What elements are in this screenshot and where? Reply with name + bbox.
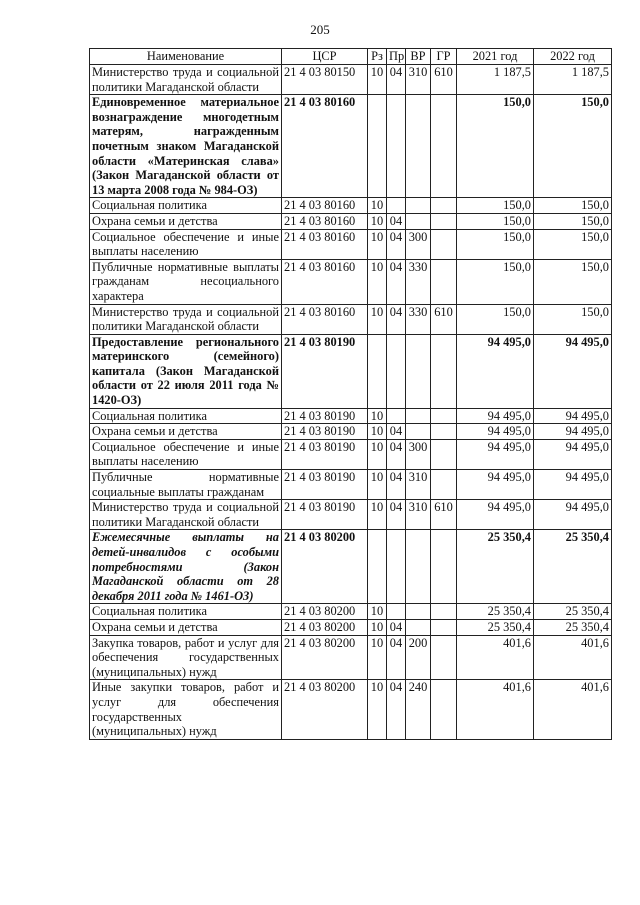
table-row bbox=[90, 439, 612, 469]
table-row bbox=[90, 213, 612, 229]
cell-name: Охрана семьи и детства bbox=[90, 424, 282, 440]
cell-2022: 94 495,0 bbox=[534, 470, 612, 500]
cell-vr: 300 bbox=[406, 439, 431, 469]
cell-gr bbox=[431, 408, 457, 424]
cell-vr bbox=[406, 530, 431, 604]
cell-rz: 10 bbox=[368, 680, 387, 739]
cell-2021: 94 495,0 bbox=[457, 500, 534, 530]
cell-csr: 21 4 03 80190 bbox=[282, 334, 368, 408]
cell-2021: 94 495,0 bbox=[457, 470, 534, 500]
table-row bbox=[90, 259, 612, 304]
cell-vr bbox=[406, 619, 431, 635]
cell-2022: 94 495,0 bbox=[534, 439, 612, 469]
cell-rz: 10 bbox=[368, 229, 387, 259]
cell-gr bbox=[431, 680, 457, 739]
cell-2022: 150,0 bbox=[534, 95, 612, 198]
cell-name: Министерство труда и социальной политики Магаданской области bbox=[90, 304, 282, 334]
cell-name: Охрана семьи и детства bbox=[90, 213, 282, 229]
cell-2021: 25 350,4 bbox=[457, 530, 534, 604]
cell-2021: 94 495,0 bbox=[457, 334, 534, 408]
cell-2022: 150,0 bbox=[534, 259, 612, 304]
cell-rz: 10 bbox=[368, 198, 387, 214]
cell-gr bbox=[431, 604, 457, 620]
cell-gr bbox=[431, 619, 457, 635]
cell-gr bbox=[431, 95, 457, 198]
cell-2022: 150,0 bbox=[534, 229, 612, 259]
cell-2021: 1 187,5 bbox=[457, 65, 534, 95]
table-row bbox=[90, 198, 612, 214]
table-header-row bbox=[90, 49, 612, 65]
cell-2022: 150,0 bbox=[534, 213, 612, 229]
cell-pr bbox=[387, 604, 406, 620]
cell-csr: 21 4 03 80160 bbox=[282, 259, 368, 304]
cell-2021: 25 350,4 bbox=[457, 619, 534, 635]
cell-name: Ежемесячные выплаты на детей-инвалидов с особыми потребностями (Закон Магаданской области от 28 декабря 2011 года № 1461-ОЗ) bbox=[90, 530, 282, 604]
cell-2021: 94 495,0 bbox=[457, 439, 534, 469]
cell-csr: 21 4 03 80190 bbox=[282, 408, 368, 424]
cell-gr bbox=[431, 229, 457, 259]
cell-gr bbox=[431, 424, 457, 440]
cell-rz bbox=[368, 530, 387, 604]
cell-2022: 94 495,0 bbox=[534, 334, 612, 408]
table-row bbox=[90, 334, 612, 408]
header-gr: ГР bbox=[431, 49, 457, 65]
cell-csr: 21 4 03 80160 bbox=[282, 213, 368, 229]
cell-2021: 150,0 bbox=[457, 95, 534, 198]
cell-2022: 1 187,5 bbox=[534, 65, 612, 95]
table-row bbox=[90, 424, 612, 440]
cell-pr: 04 bbox=[387, 680, 406, 739]
cell-vr: 330 bbox=[406, 259, 431, 304]
cell-csr: 21 4 03 80200 bbox=[282, 530, 368, 604]
cell-2021: 150,0 bbox=[457, 198, 534, 214]
cell-pr: 04 bbox=[387, 424, 406, 440]
cell-vr: 330 bbox=[406, 304, 431, 334]
cell-csr: 21 4 03 80190 bbox=[282, 439, 368, 469]
cell-name: Иные закупки товаров, работ и услуг для обеспечения государственных (муниципальных) нужд bbox=[90, 680, 282, 739]
table-row bbox=[90, 470, 612, 500]
cell-pr bbox=[387, 408, 406, 424]
cell-gr bbox=[431, 259, 457, 304]
cell-gr: 610 bbox=[431, 65, 457, 95]
cell-pr: 04 bbox=[387, 229, 406, 259]
table-row bbox=[90, 530, 612, 604]
cell-name: Охрана семьи и детства bbox=[90, 619, 282, 635]
cell-pr: 04 bbox=[387, 259, 406, 304]
cell-pr: 04 bbox=[387, 304, 406, 334]
cell-rz: 10 bbox=[368, 500, 387, 530]
cell-2021: 150,0 bbox=[457, 304, 534, 334]
cell-2022: 150,0 bbox=[534, 304, 612, 334]
cell-pr bbox=[387, 198, 406, 214]
cell-name: Министерство труда и социальной политики Магаданской области bbox=[90, 500, 282, 530]
cell-csr: 21 4 03 80200 bbox=[282, 680, 368, 739]
cell-vr bbox=[406, 424, 431, 440]
cell-csr: 21 4 03 80190 bbox=[282, 424, 368, 440]
cell-gr: 610 bbox=[431, 500, 457, 530]
table-row bbox=[90, 619, 612, 635]
cell-vr bbox=[406, 334, 431, 408]
cell-2021: 150,0 bbox=[457, 259, 534, 304]
cell-csr: 21 4 03 80150 bbox=[282, 65, 368, 95]
cell-csr: 21 4 03 80190 bbox=[282, 470, 368, 500]
cell-pr: 04 bbox=[387, 213, 406, 229]
table-row bbox=[90, 229, 612, 259]
cell-rz: 10 bbox=[368, 604, 387, 620]
header-2022: 2022 год bbox=[534, 49, 612, 65]
cell-rz: 10 bbox=[368, 470, 387, 500]
table-row bbox=[90, 680, 612, 739]
cell-name: Социальное обеспечение и иные выплаты населению bbox=[90, 439, 282, 469]
cell-pr: 04 bbox=[387, 439, 406, 469]
cell-2022: 150,0 bbox=[534, 198, 612, 214]
cell-pr: 04 bbox=[387, 65, 406, 95]
table-row bbox=[90, 635, 612, 680]
cell-gr bbox=[431, 635, 457, 680]
cell-rz: 10 bbox=[368, 259, 387, 304]
header-csr: ЦСР bbox=[282, 49, 368, 65]
cell-name: Министерство труда и социальной политики Магаданской области bbox=[90, 65, 282, 95]
cell-rz: 10 bbox=[368, 635, 387, 680]
cell-name: Публичные нормативные социальные выплаты гражданам bbox=[90, 470, 282, 500]
table-row bbox=[90, 408, 612, 424]
header-vr: ВР bbox=[406, 49, 431, 65]
cell-name: Предоставление регионального материнского (семейного) капитала (Закон Магаданской области от 22 июля 2011 года № 1420-ОЗ) bbox=[90, 334, 282, 408]
cell-rz: 10 bbox=[368, 424, 387, 440]
cell-gr: 610 bbox=[431, 304, 457, 334]
cell-gr bbox=[431, 439, 457, 469]
cell-pr: 04 bbox=[387, 500, 406, 530]
header-name: Наименование bbox=[90, 49, 282, 65]
page-number: 205 bbox=[310, 22, 330, 37]
cell-vr bbox=[406, 213, 431, 229]
table-row bbox=[90, 304, 612, 334]
cell-2022: 94 495,0 bbox=[534, 424, 612, 440]
header-pr: Пр bbox=[387, 49, 406, 65]
cell-2022: 94 495,0 bbox=[534, 500, 612, 530]
cell-rz bbox=[368, 95, 387, 198]
cell-2022: 25 350,4 bbox=[534, 530, 612, 604]
table-row bbox=[90, 500, 612, 530]
cell-name: Публичные нормативные выплаты гражданам несоциального характера bbox=[90, 259, 282, 304]
cell-rz: 10 bbox=[368, 439, 387, 469]
cell-2022: 25 350,4 bbox=[534, 604, 612, 620]
cell-vr bbox=[406, 198, 431, 214]
cell-csr: 21 4 03 80200 bbox=[282, 619, 368, 635]
cell-csr: 21 4 03 80160 bbox=[282, 95, 368, 198]
cell-name: Закупка товаров, работ и услуг для обеспечения государственных (муниципальных) нужд bbox=[90, 635, 282, 680]
cell-rz: 10 bbox=[368, 304, 387, 334]
cell-vr: 240 bbox=[406, 680, 431, 739]
cell-rz: 10 bbox=[368, 65, 387, 95]
cell-csr: 21 4 03 80160 bbox=[282, 198, 368, 214]
cell-pr bbox=[387, 334, 406, 408]
cell-pr: 04 bbox=[387, 470, 406, 500]
cell-vr: 200 bbox=[406, 635, 431, 680]
cell-name: Социальная политика bbox=[90, 408, 282, 424]
cell-2022: 94 495,0 bbox=[534, 408, 612, 424]
cell-gr bbox=[431, 470, 457, 500]
cell-rz bbox=[368, 334, 387, 408]
cell-name: Социальная политика bbox=[90, 604, 282, 620]
cell-gr bbox=[431, 198, 457, 214]
cell-csr: 21 4 03 80160 bbox=[282, 229, 368, 259]
cell-vr bbox=[406, 95, 431, 198]
cell-2021: 94 495,0 bbox=[457, 408, 534, 424]
cell-rz: 10 bbox=[368, 408, 387, 424]
cell-name: Социальное обеспечение и иные выплаты населению bbox=[90, 229, 282, 259]
cell-2021: 401,6 bbox=[457, 680, 534, 739]
cell-vr bbox=[406, 604, 431, 620]
cell-2021: 150,0 bbox=[457, 213, 534, 229]
cell-name: Единовременное материальное вознаграждение многодетным матерям, награжденным почетным знаком Магаданской области «Материнская слава» (Закон Магаданской области от 13 марта 2008 года № 984-ОЗ) bbox=[90, 95, 282, 198]
cell-pr bbox=[387, 530, 406, 604]
cell-csr: 21 4 03 80200 bbox=[282, 604, 368, 620]
cell-vr: 310 bbox=[406, 500, 431, 530]
cell-csr: 21 4 03 80190 bbox=[282, 500, 368, 530]
cell-vr bbox=[406, 408, 431, 424]
cell-2021: 401,6 bbox=[457, 635, 534, 680]
cell-gr bbox=[431, 334, 457, 408]
header-rz: Рз bbox=[368, 49, 387, 65]
budget-table bbox=[89, 48, 612, 740]
cell-rz: 10 bbox=[368, 213, 387, 229]
cell-2022: 401,6 bbox=[534, 680, 612, 739]
cell-vr: 300 bbox=[406, 229, 431, 259]
table-row bbox=[90, 65, 612, 95]
cell-2021: 25 350,4 bbox=[457, 604, 534, 620]
cell-pr: 04 bbox=[387, 619, 406, 635]
cell-gr bbox=[431, 213, 457, 229]
cell-2022: 25 350,4 bbox=[534, 619, 612, 635]
cell-vr: 310 bbox=[406, 470, 431, 500]
cell-gr bbox=[431, 530, 457, 604]
cell-csr: 21 4 03 80160 bbox=[282, 304, 368, 334]
cell-name: Социальная политика bbox=[90, 198, 282, 214]
cell-csr: 21 4 03 80200 bbox=[282, 635, 368, 680]
cell-pr: 04 bbox=[387, 635, 406, 680]
table-row bbox=[90, 95, 612, 198]
cell-rz: 10 bbox=[368, 619, 387, 635]
cell-pr bbox=[387, 95, 406, 198]
cell-2021: 150,0 bbox=[457, 229, 534, 259]
header-2021: 2021 год bbox=[457, 49, 534, 65]
table-row bbox=[90, 604, 612, 620]
cell-vr: 310 bbox=[406, 65, 431, 95]
cell-2022: 401,6 bbox=[534, 635, 612, 680]
cell-2021: 94 495,0 bbox=[457, 424, 534, 440]
